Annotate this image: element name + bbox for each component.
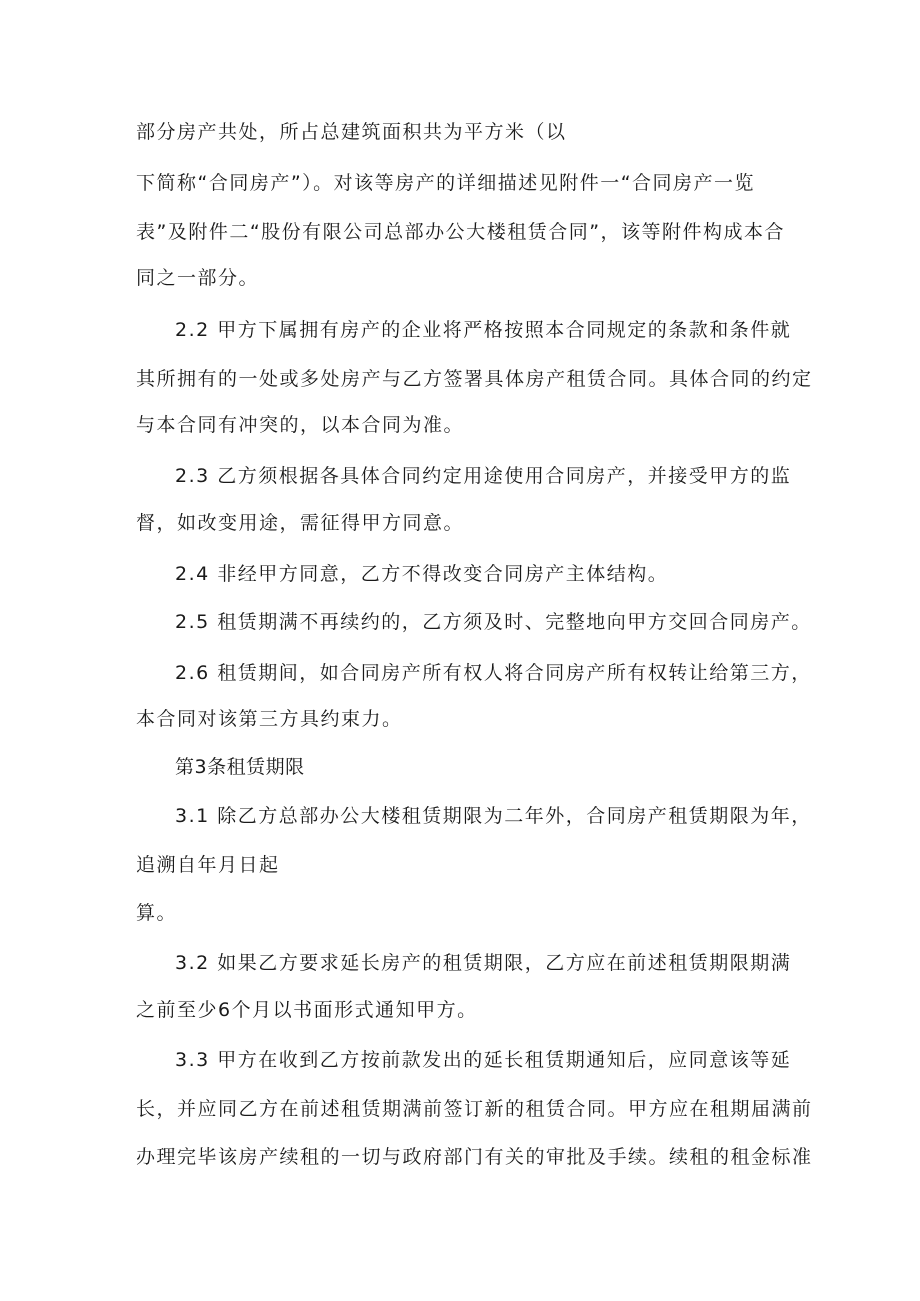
article-3-heading: 第3条租赁期限 bbox=[175, 756, 305, 778]
text-line: 之前至少6个月以书面形式通知甲方。 bbox=[136, 999, 478, 1021]
clause-2-2: 2.2 甲方下属拥有房产的企业将严格按照本合同规定的条款和条件就 bbox=[175, 319, 792, 341]
clause-2-6: 2.6 租赁期间，如合同房产所有权人将合同房产所有权转让给第三方， bbox=[175, 662, 812, 684]
text-line: 办理完毕该房产续租的一切与政府部门有关的审批及手续。续租的租金标准 bbox=[136, 1146, 813, 1168]
text-line: 与本合同有冲突的，以本合同为准。 bbox=[136, 414, 465, 436]
clause-3-1: 3.1 除乙方总部办公大楼租赁期限为二年外，合同房产租赁期限为年， bbox=[175, 805, 812, 827]
clause-2-3: 2.3 乙方须根据各具体合同约定用途使用合同房产，并接受甲方的监 bbox=[175, 465, 792, 487]
text-line: 算。 bbox=[136, 902, 178, 924]
text-line: 下简称“合同房产”）。对该等房产的详细描述见附件一“合同房产一览 bbox=[136, 172, 756, 194]
text-line: 本合同对该第三方具约束力。 bbox=[136, 708, 403, 730]
text-line: 长，并应同乙方在前述租赁期满前签订新的租赁合同。甲方应在租期届满前 bbox=[136, 1098, 813, 1120]
clause-3-3: 3.3 甲方在收到乙方按前款发出的延长租赁期通知后，应同意该等延 bbox=[175, 1049, 792, 1071]
text-line: 督，如改变用途，需征得甲方同意。 bbox=[136, 512, 465, 534]
text-line: 追溯自年月日起 bbox=[136, 854, 280, 876]
clause-2-4: 2.4 非经甲方同意，乙方不得改变合同房产主体结构。 bbox=[175, 563, 669, 585]
clause-3-2: 3.2 如果乙方要求延长房产的租赁期限，乙方应在前述租赁期限期满 bbox=[175, 952, 792, 974]
clause-2-5: 2.5 租赁期满不再续约的，乙方须及时、完整地向甲方交回合同房产。 bbox=[175, 611, 812, 633]
text-line: 表”及附件二“股份有限公司总部办公大楼租赁合同”，该等附件构成本合 bbox=[136, 221, 786, 243]
text-line: 同之一部分。 bbox=[136, 267, 260, 289]
text-line: 其所拥有的一处或多处房产与乙方签署具体房产租赁合同。具体合同的约定 bbox=[136, 368, 813, 390]
text-line: 部分房产共处，所占总建筑面积共为平方米（以 bbox=[136, 121, 567, 143]
